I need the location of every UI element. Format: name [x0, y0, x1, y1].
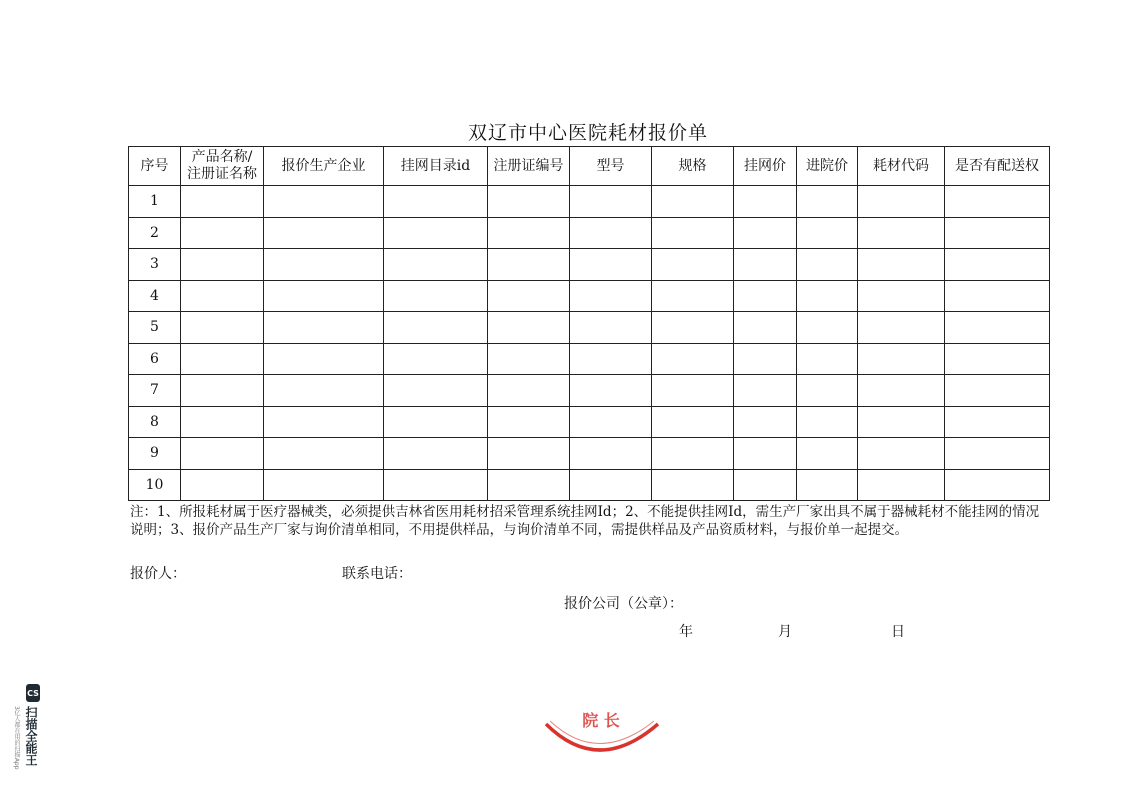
table-cell [570, 186, 652, 218]
table-cell [858, 343, 945, 375]
table-cell [264, 438, 384, 470]
table-cell [945, 186, 1050, 218]
year-label: 年 [679, 624, 693, 640]
table-cell [652, 280, 734, 312]
table-cell [488, 280, 570, 312]
company-seal-label: 报价公司（公章）： [564, 596, 683, 612]
table-cell [945, 249, 1050, 281]
table-cell [734, 375, 797, 407]
table-cell [570, 312, 652, 344]
table-cell [264, 343, 384, 375]
table-cell [181, 249, 264, 281]
table-cell [858, 186, 945, 218]
column-header-label: 进院价 [806, 157, 848, 174]
table-cell [570, 280, 652, 312]
table-cell [945, 280, 1050, 312]
table-cell [384, 406, 488, 438]
table-cell [181, 312, 264, 344]
scanner-watermark [13, 680, 48, 780]
table-cell [797, 280, 858, 312]
quote-table [128, 146, 1050, 501]
table-cell [181, 186, 264, 218]
table-row [129, 280, 1050, 312]
table-cell [652, 406, 734, 438]
row-number: 5 [129, 312, 181, 344]
column-header [945, 147, 1050, 186]
table-cell [734, 406, 797, 438]
table-cell [858, 469, 945, 501]
table-cell [734, 217, 797, 249]
table-row [129, 249, 1050, 281]
table-cell [858, 280, 945, 312]
quoter-label: 报价人： [130, 566, 186, 582]
table-cell [652, 343, 734, 375]
table-cell [384, 186, 488, 218]
table-row [129, 375, 1050, 407]
table-cell [570, 249, 652, 281]
table-cell [652, 217, 734, 249]
table-cell [264, 312, 384, 344]
table-cell [945, 217, 1050, 249]
table-cell [858, 438, 945, 470]
table-row [129, 186, 1050, 218]
month-label: 月 [778, 624, 792, 640]
table-cell [384, 280, 488, 312]
row-number: 9 [129, 438, 181, 470]
scanner-tagline: 3亿人都在用的扫描App [13, 706, 20, 770]
table-cell [652, 249, 734, 281]
column-header-label: 挂网价 [744, 157, 786, 174]
column-header [734, 147, 797, 186]
table-cell [264, 186, 384, 218]
column-header-label: 是否有配送权 [955, 157, 1039, 174]
table-cell [797, 312, 858, 344]
table-cell [570, 217, 652, 249]
table-cell [384, 217, 488, 249]
row-number: 2 [129, 217, 181, 249]
row-number: 6 [129, 343, 181, 375]
column-header-label: 报价生产企业 [281, 157, 366, 174]
column-header [797, 147, 858, 186]
table-cell [858, 406, 945, 438]
table-cell [488, 312, 570, 344]
table-row [129, 406, 1050, 438]
row-number: 3 [129, 249, 181, 281]
table-cell [734, 186, 797, 218]
table-cell [181, 406, 264, 438]
table-cell [797, 343, 858, 375]
table-cell [264, 249, 384, 281]
table-cell [570, 438, 652, 470]
table-cell [488, 406, 570, 438]
document-title: 双辽市中心医院耗材报价单 [467, 122, 708, 144]
table-cell [264, 469, 384, 501]
table-cell [264, 217, 384, 249]
column-header-label: 序号 [140, 157, 169, 174]
table-cell [945, 438, 1050, 470]
table-cell [652, 375, 734, 407]
table-cell [797, 217, 858, 249]
table-cell [488, 343, 570, 375]
table-cell [264, 406, 384, 438]
column-header-label: 型号 [596, 157, 625, 174]
table-cell [384, 249, 488, 281]
table-cell [734, 438, 797, 470]
table-row [129, 217, 1050, 249]
table-cell [945, 312, 1050, 344]
column-header [652, 147, 734, 186]
red-seal-stamp [538, 704, 664, 762]
table-cell [384, 312, 488, 344]
table-cell [945, 406, 1050, 438]
table-cell [652, 186, 734, 218]
table-row [129, 469, 1050, 501]
column-header-label: 注册证编号 [493, 157, 564, 174]
table-cell [734, 469, 797, 501]
day-label: 日 [891, 624, 905, 640]
table-cell [181, 343, 264, 375]
table-cell [797, 186, 858, 218]
column-header [488, 147, 570, 186]
table-cell [181, 375, 264, 407]
column-header [858, 147, 945, 186]
table-header-row [129, 147, 1050, 186]
column-header-label: 挂网目录id [400, 157, 471, 174]
table-cell [488, 375, 570, 407]
table-cell [264, 375, 384, 407]
table-cell [264, 280, 384, 312]
table-cell [858, 249, 945, 281]
note-text: 注：1、所报耗材属于医疗器械类，必须提供吉林省医用耗材招采管理系统挂网Id；2、不能提供挂网Id，需生产厂家出具不属于器械耗材不能挂网的情况说明；3、报价产品生产厂家与询价清单相同，不用提供样品，与询价清单不同，需提供样品及产品资质材料，与报价单一起提交。 [130, 504, 1040, 538]
row-number: 10 [129, 469, 181, 501]
column-header-label: 规格 [678, 157, 707, 174]
table-cell [858, 375, 945, 407]
table-cell [384, 375, 488, 407]
column-header [129, 147, 181, 186]
table-row [129, 438, 1050, 470]
row-number: 8 [129, 406, 181, 438]
table-cell [858, 312, 945, 344]
table-cell [945, 375, 1050, 407]
table-cell [570, 469, 652, 501]
column-header-label-line2: 注册证名称 [187, 166, 257, 182]
table-cell [384, 469, 488, 501]
table-cell [734, 312, 797, 344]
scanner-logo-icon: CS [26, 684, 40, 702]
table-cell [384, 438, 488, 470]
table-cell [181, 469, 264, 501]
table-cell [797, 375, 858, 407]
table-cell [488, 438, 570, 470]
table-cell [945, 469, 1050, 501]
table-cell [570, 375, 652, 407]
table-body [129, 186, 1050, 501]
table-cell [652, 438, 734, 470]
column-header [570, 147, 652, 186]
table-cell [652, 312, 734, 344]
row-number: 4 [129, 280, 181, 312]
table-cell [488, 249, 570, 281]
table-cell [797, 438, 858, 470]
column-header [264, 147, 384, 186]
column-header [384, 147, 488, 186]
phone-label: 联系电话： [342, 566, 412, 582]
table-cell [488, 186, 570, 218]
table-cell [797, 249, 858, 281]
table-cell [384, 343, 488, 375]
table-row [129, 312, 1050, 344]
column-header-label: 产品名称/ [191, 149, 253, 165]
row-number: 7 [129, 375, 181, 407]
column-header [181, 147, 264, 186]
table-cell [488, 469, 570, 501]
table-cell [570, 406, 652, 438]
table-row [129, 343, 1050, 375]
table-cell [734, 343, 797, 375]
scanner-app-name: 扫描全能王 [24, 706, 38, 766]
table-cell [181, 438, 264, 470]
row-number: 1 [129, 186, 181, 218]
table-cell [181, 217, 264, 249]
table-cell [488, 217, 570, 249]
table-cell [945, 343, 1050, 375]
table-cell [734, 249, 797, 281]
column-header-label: 耗材代码 [873, 157, 929, 174]
table-cell [858, 217, 945, 249]
table-cell [797, 406, 858, 438]
table-cell [734, 280, 797, 312]
table-cell [652, 469, 734, 501]
table-cell [797, 469, 858, 501]
table-cell [570, 343, 652, 375]
seal-text: 院 长 [582, 711, 620, 730]
table-cell [181, 280, 264, 312]
